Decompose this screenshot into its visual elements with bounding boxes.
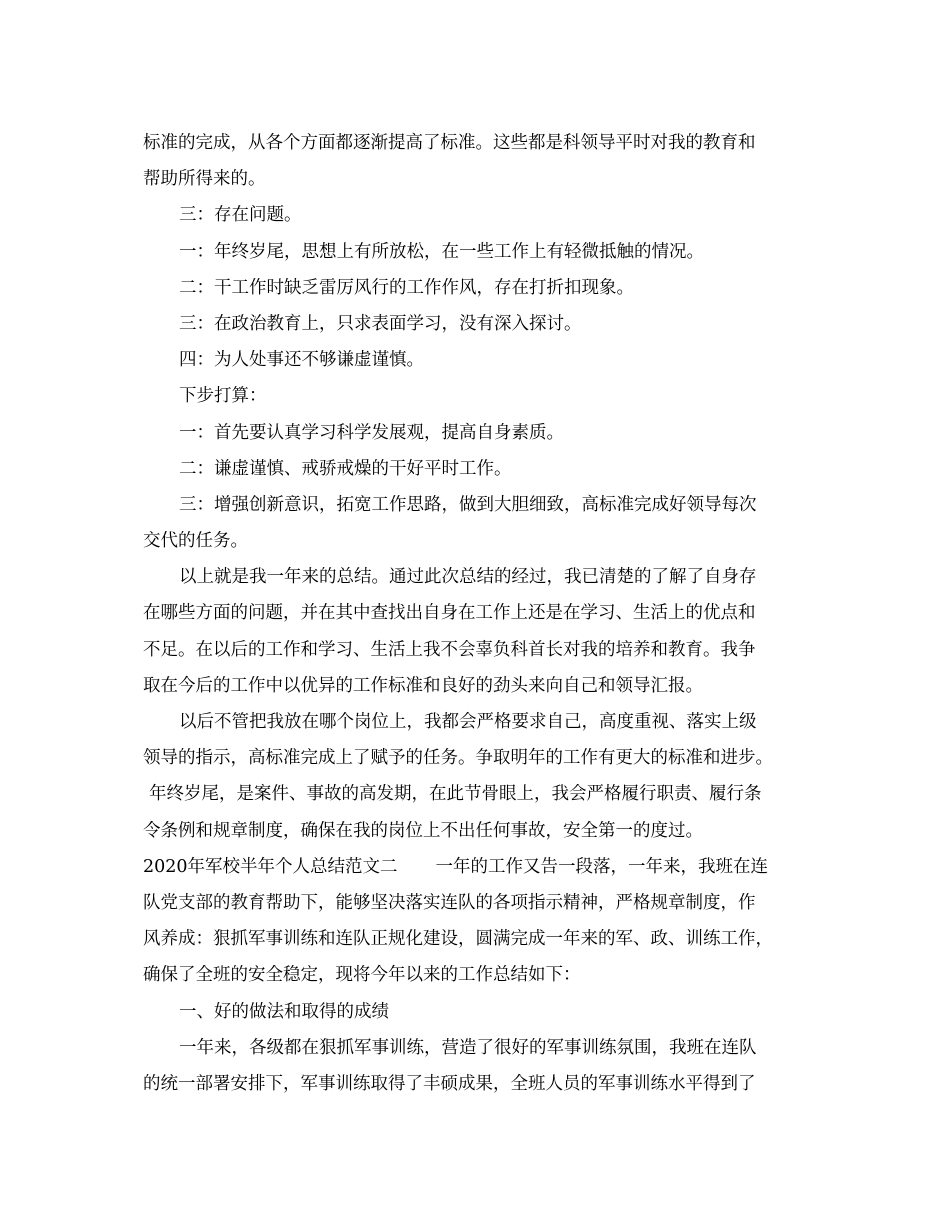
- text-line: 不足。在以后的工作和学习、生活上我不会辜负科首长对我的培养和教育。我争: [143, 639, 756, 660]
- text-line: 交代的任务。: [143, 531, 248, 552]
- text-line: 一年来，各级都在狠抓军事训练，营造了很好的军事训练氛围，我班在连队: [179, 1037, 757, 1058]
- text-line: 帮助所得来的。: [143, 169, 266, 190]
- text-line: 令条例和规章制度，确保在我的岗位上不出任何事故，安全第一的度过。: [143, 820, 703, 841]
- list-item: 一：年终岁尾，思想上有所放松，在一些工作上有轻微抵触的情况。: [179, 241, 704, 262]
- section-heading: 下步打算：: [179, 386, 267, 407]
- list-item: 二：干工作时缺乏雷厉风行的工作作风，存在打折扣现象。: [179, 277, 634, 298]
- list-item: 三：增强创新意识，拓宽工作思路，做到大胆细致，高标准完成好领导每次: [179, 494, 757, 515]
- list-item: 三：在政治教育上，只求表面学习，没有深入探讨。: [179, 313, 582, 334]
- text-line: 标准的完成，从各个方面都逐渐提高了标准。这些都是科领导平时对我的教育和: [143, 133, 756, 153]
- list-item: 二：谦虚谨慎、戒骄戒燥的干好平时工作。: [179, 458, 512, 479]
- text-line: 年终岁尾，是案件、事故的高发期，在此节骨眼上，我会严格履行职责、履行条: [149, 784, 762, 805]
- title-line: [143, 849, 813, 885]
- text-line: 风养成：狠抓军事训练和连队正规化建设，圆满完成一年来的军、政、训练工作，: [143, 929, 773, 950]
- list-item: 一：首先要认真学习科学发展观，提高自身素质。: [179, 422, 564, 443]
- text-line: 以上就是我一年来的总结。通过此次总结的经过，我已清楚的了解了自身存: [179, 567, 757, 588]
- article-title: 2020年军校半年个人总结范文二: [143, 856, 398, 877]
- text-line: 确保了全班的安全稳定，现将今年以来的工作总结如下：: [143, 965, 581, 986]
- text-line: 以后不管把我放在哪个岗位上，我都会严格要求自己，高度重视、落实上级: [179, 712, 757, 732]
- section-heading: 一、好的做法和取得的成绩: [179, 1001, 389, 1022]
- text-line: 队党支部的教育帮助下，能够坚决落实连队的各项指示精神，严格规章制度，作: [143, 892, 756, 913]
- document-body: [143, 125, 813, 1102]
- section-heading: 三：存在问题。: [179, 205, 302, 226]
- list-item: 四：为人处事还不够谦虚谨慎。: [179, 350, 424, 371]
- text-line: 领导的指示，高标准完成上了赋予的任务。争取明年的工作有更大的标准和进步。: [143, 748, 773, 769]
- text-line: 的统一部署安排下，军事训练取得了丰硕成果，全班人员的军事训练水平得到了: [143, 1073, 756, 1094]
- text-line: 取在今后的工作中以优异的工作标准和良好的劲头来向自己和领导汇报。: [143, 675, 703, 696]
- text-line: 在哪些方面的问题，并在其中查找出自身在工作上还是在学习、生活上的优点和: [143, 603, 756, 624]
- text-line: 一年的工作又告一段落，一年来，我班在连: [435, 856, 769, 877]
